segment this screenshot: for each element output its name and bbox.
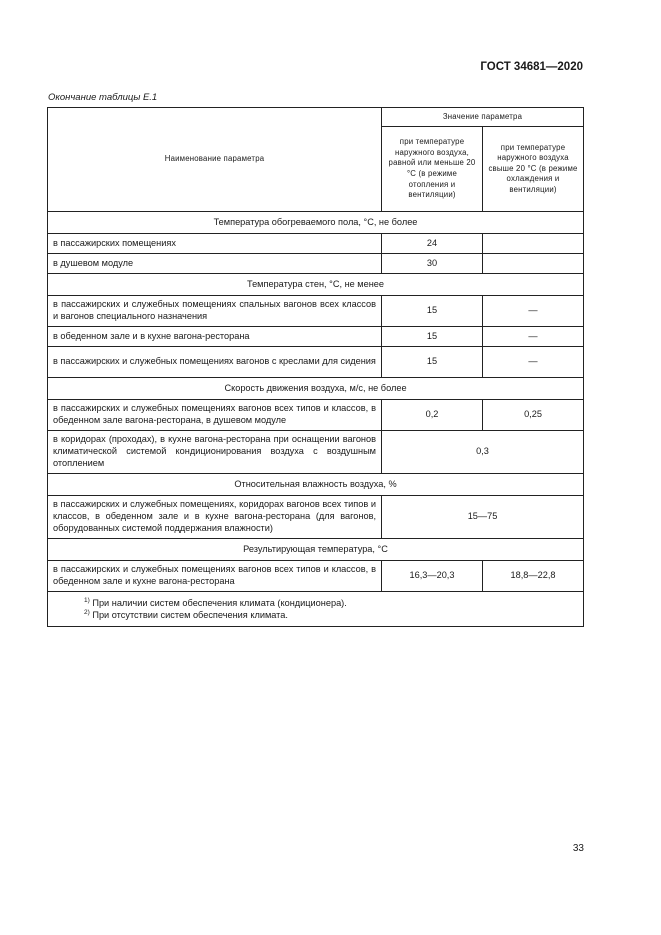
param-value-header: Значение параметра xyxy=(382,108,584,127)
row-value-2 xyxy=(483,234,584,254)
section-row xyxy=(48,274,584,296)
section-row xyxy=(48,212,584,234)
footnote xyxy=(84,609,578,621)
section-title: Скорость движения воздуха, м/с, не более xyxy=(48,378,584,400)
row-label: в пассажирских и служебных помещениях вагонов с креслами для сидения xyxy=(48,347,382,378)
section-title: Температура стен, °С, не менее xyxy=(48,274,584,296)
row-value-1: 15 xyxy=(382,347,483,378)
footnote-text: При отсутствии систем обеспечения климата. xyxy=(92,610,288,621)
table-row xyxy=(48,400,584,431)
table-row xyxy=(48,234,584,254)
row-label: в пассажирских и служебных помещениях, коридорах вагонов всех типов и классов, в обеденном зале и в кухне вагона-ресторана (для вагонов, оборудованных системой поддержания влажности) xyxy=(48,496,382,539)
section-row xyxy=(48,539,584,561)
row-value-2: — xyxy=(483,296,584,327)
table-row xyxy=(48,296,584,327)
table-row xyxy=(48,431,584,474)
row-value-2 xyxy=(483,254,584,274)
row-value-2: 0,25 xyxy=(483,400,584,431)
table-row xyxy=(48,496,584,539)
document-code: ГОСТ 34681—2020 xyxy=(480,61,583,73)
footnote-mark: 2) xyxy=(84,609,90,617)
row-value-2: 18,8—22,8 xyxy=(483,561,584,592)
row-value-1: 30 xyxy=(382,254,483,274)
row-value-1: 15 xyxy=(382,327,483,347)
subheader-heating: при температуре наружного воздуха, равной или меньше 20 °С (в режиме отопления и вентиляции) xyxy=(382,127,483,212)
parameters-table xyxy=(47,107,584,627)
row-value-merged: 0,3 xyxy=(382,431,584,474)
row-label: в обеденном зале и в кухне вагона-ресторана xyxy=(48,327,382,347)
row-value-merged: 15—75 xyxy=(382,496,584,539)
table-row xyxy=(48,327,584,347)
row-label: в пассажирских помещениях xyxy=(48,234,382,254)
row-label: в пассажирских и служебных помещениях спальных вагонов всех классов и вагонов специального назначения xyxy=(48,296,382,327)
table-row xyxy=(48,561,584,592)
section-title: Относительная влажность воздуха, % xyxy=(48,474,584,496)
section-title: Результирующая температура, °С xyxy=(48,539,584,561)
row-label: в пассажирских и служебных помещениях вагонов всех типов и классов, в обеденном зале вагона-ресторана, в душевом модуле xyxy=(48,400,382,431)
footnote xyxy=(84,597,578,609)
footnotes-row xyxy=(48,592,584,627)
footnotes xyxy=(48,592,584,627)
section-row xyxy=(48,378,584,400)
row-value-2: — xyxy=(483,327,584,347)
footnote-mark: 1) xyxy=(84,597,90,604)
page-number: 33 xyxy=(572,843,584,854)
section-title: Температура обогреваемого пола, °С, не более xyxy=(48,212,584,234)
row-value-1: 16,3—20,3 xyxy=(382,561,483,592)
row-value-1: 24 xyxy=(382,234,483,254)
section-row xyxy=(48,474,584,496)
row-label: в пассажирских и служебных помещениях вагонов всех типов и классов, в обеденном зале и кухне вагона-ресторана xyxy=(48,561,382,592)
footnote-text: При наличии систем обеспечения климата (кондиционера). xyxy=(92,598,347,609)
table-row xyxy=(48,254,584,274)
table-row xyxy=(48,347,584,378)
row-value-1: 0,2 xyxy=(382,400,483,431)
row-value-1: 15 xyxy=(382,296,483,327)
row-label: в душевом модуле xyxy=(48,254,382,274)
col-name-header: Наименование параметра xyxy=(48,108,382,212)
subheader-cooling: при температуре наружного воздуха свыше 20 °С (в режиме охлаждения и вентиляции) xyxy=(483,127,584,212)
row-value-2: — xyxy=(483,347,584,378)
table-caption: Окончание таблицы Е.1 xyxy=(48,92,158,103)
row-label: в коридорах (проходах), в кухне вагона-ресторана при оснащении вагонов климатической системой кондиционирования воздуха с воздушным отоплением xyxy=(48,431,382,474)
table-header-row xyxy=(48,108,584,127)
